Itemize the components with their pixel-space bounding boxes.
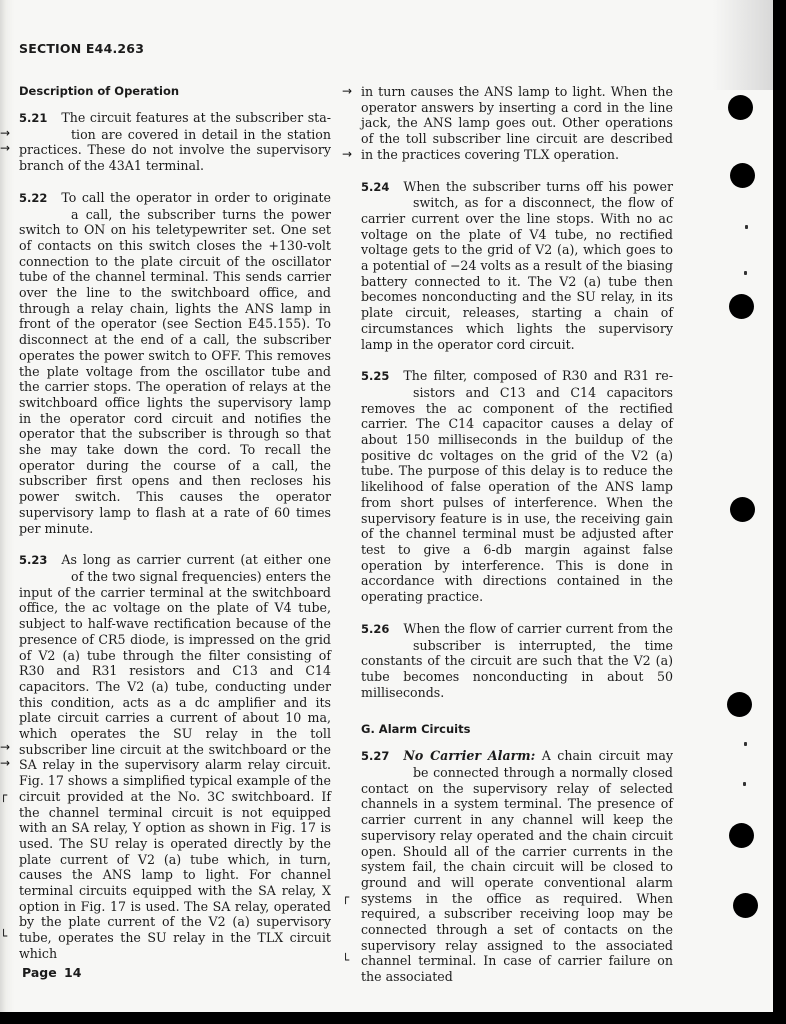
scan-speck [745,225,748,229]
scan-speck [744,271,747,275]
change-arrow-mark: → [0,141,11,156]
paragraph-number: 5.23 [19,553,48,568]
subheading-alarm-circuits: G. Alarm Circuits [361,722,471,737]
paragraph-first-line: 5.21 The circuit features at the subscriber sta- [19,110,331,125]
paragraph-body: a call, the subscriber turns the power switch to ON on his teletypewriter set. One set of contacts on this switch closes the +130-volt connection to the plate circuit of the oscillator tube of the channel terminal. This sends carrier over the line to the switchboard office, and through a relay chain, lights the ANS lamp in front of the operator (see Section E45.155). To disconnect at the end of a call, the subscriber operates the power switch to OFF. This removes the plate voltage from the oscillator tube and the carrier stops. The operation of relays at the switchboard office lights the supervisory lamp in the operator cord circuit and notifies the operator that the subscriber is through so that she may take down the cord. To recall the operator during the course of a call, the subscriber first opens and then recloses his power switch. This causes the operator supervisory lamp to flash at a rate of 60 times per minute. [19,206,331,536]
paragraph-5-26 [361,621,673,701]
binder-hole-icon [733,893,758,918]
right-column [342,84,673,1001]
scan-shadow [713,0,773,90]
paragraph-5-25 [361,368,673,605]
change-bracket-start-mark: ┌ [0,788,8,803]
subheading-description-of-operation: Description of Operation [19,84,180,98]
paragraph-5-27 [342,748,673,985]
paragraph-number: 5.24 [361,179,390,194]
paragraph-5-21 [0,110,331,174]
binder-hole-icon [727,692,752,717]
paragraph-first-line: 5.27 No Carrier Alarm: A chain circuit may [361,748,673,764]
binder-hole-icon [729,294,754,319]
paragraph-5-23 [0,552,331,961]
binder-hole-icon [730,163,755,188]
page-number: Page 14 [22,965,82,980]
binder-hole-icon [729,823,754,848]
change-bracket-end-mark: └ [0,929,8,944]
scan-speck [743,782,746,786]
paragraph-body: tion are covered in detail in the station practices. These do not involve the supervisory branch of the 43A1 terminal. [19,126,331,174]
change-arrow-mark: → [342,147,353,161]
paragraph-body: be connected through a normally closed contact on the supervisory relay of selected channels in a system terminal. The presence of carrier current in any channel will keep the supervisory relay operated and the chain circuit open. Should all of the carrier currents in the system fail, the chain circuit will be closed to ground and will operate conventional alarm systems in the office as required. When required, a subscriber receiving loop may be connected through a set of contacts on the supervisory relay assigned to the associated channel terminal. In case of carrier failure on the associated [361,765,673,985]
paragraph-5-24 [361,179,673,353]
paragraph-number: 5.25 [361,369,390,384]
section-header: SECTION E44.263 [19,41,145,56]
change-bracket-end-mark: └ [342,953,350,968]
paragraph-body: sistors and C13 and C14 capacitors removes the ac component of the rectified carrier. The C14 capacitor causes a delay of about 150 milliseconds in the buildup of the positive dc voltages on the grid of the V2 (a) tube. The purpose of this delay is to reduce the likelihood of false operation of the ANS lamp from short pulses of interference. When the supervisory feature is in use, the receiving gain of the channel terminal must be adjusted after test to give a 6-db margin against false operation by interference. This is done in accordance with directions contained in the operating practice. [361,384,673,605]
paragraph-number: 5.22 [19,190,48,205]
left-column [0,84,331,978]
paragraph-first-line: 5.24 When the subscriber turns off his power [361,178,673,194]
change-arrow-mark: → [342,84,353,98]
paragraph-run-in-title: No Carrier Alarm: [403,748,536,764]
paragraph-body: subscriber is interrupted, the time constants of the circuit are such that the V2 (a) tube becomes nonconducting in about 50 milliseconds. [361,637,673,700]
binder-hole-icon [730,497,755,522]
change-arrow-mark: → [0,125,11,140]
change-bracket-start-mark: ┌ [342,890,350,905]
binder-hole-icon [728,95,753,120]
paragraph-number: 5.27 [361,749,390,764]
paragraph-first-line: 5.23 As long as carrier current (at either one [19,552,331,568]
paragraph-body: in turn causes the ANS lamp to light. When the operator answers by inserting a cord in the line jack, the ANS lamp goes out. Other operations of the toll subscriber line circuit are described in the practices covering TLX operation. [361,84,673,162]
scan-speck [744,742,747,746]
paragraph-body: switch, as for a disconnect, the flow of carrier current over the line stops. With no ac voltage on the plate of V4 tube, no rectified voltage gets to the grid of V2 (a), which goes to a potential of −24 volts as a result of the biasing battery connected to it. The V2 (a) tube then becomes nonconducting and the SU relay, in its plate circuit, releases, starting a chain of circumstances which lights the supervisory lamp in the operator cord circuit. [361,195,673,352]
paragraph-body: of the two signal frequencies) enters the input of the carrier terminal at the switchboard office, the ac voltage on the plate of V4 tube, subject to half-wave rectification because of the presence of CR5 diode, is impressed on the grid of V2 (a) tube through the filter consisting of R30 and R31 resistors and C13 and C14 capacitors. The V2 (a) tube, conducting under this condition, acts as a dc amplifier and its plate circuit carries a current of about 10 ma, which operates the SU relay in the toll subscriber line circuit at the switchboard or the SA relay in the supervisory alarm relay circuit. Fig. 17 shows a simplified typical example of the circuit provided at the No. 3C switchboard. If the channel terminal circuit is not equipped with an SA relay, Y option as shown in Fig. 17 is used. The SU relay is operated directly by the plate current of V2 (a) tube which, in turn, causes the ANS lamp to light. For channel terminal circuits equipped with the SA relay, X option in Fig. 17 is used. The SA relay, operated by the plate current of the V2 (a) supervisory tube, operates the SU relay in the TLX circuit which [19,568,331,961]
change-arrow-mark: → [0,740,11,755]
paragraph-first-line: 5.26 When the flow of carrier current from the [361,620,673,636]
paragraph-first-line: 5.25 The filter, composed of R30 and R31 re- [361,368,673,384]
paragraph-number: 5.26 [361,621,390,636]
paragraph-5-23-continued [342,84,673,163]
paragraph-first-line: 5.22 To call the operator in order to originate [19,189,331,205]
change-arrow-mark: → [0,756,11,771]
paragraph-number: 5.21 [19,111,48,125]
paragraph-5-22 [19,190,331,536]
